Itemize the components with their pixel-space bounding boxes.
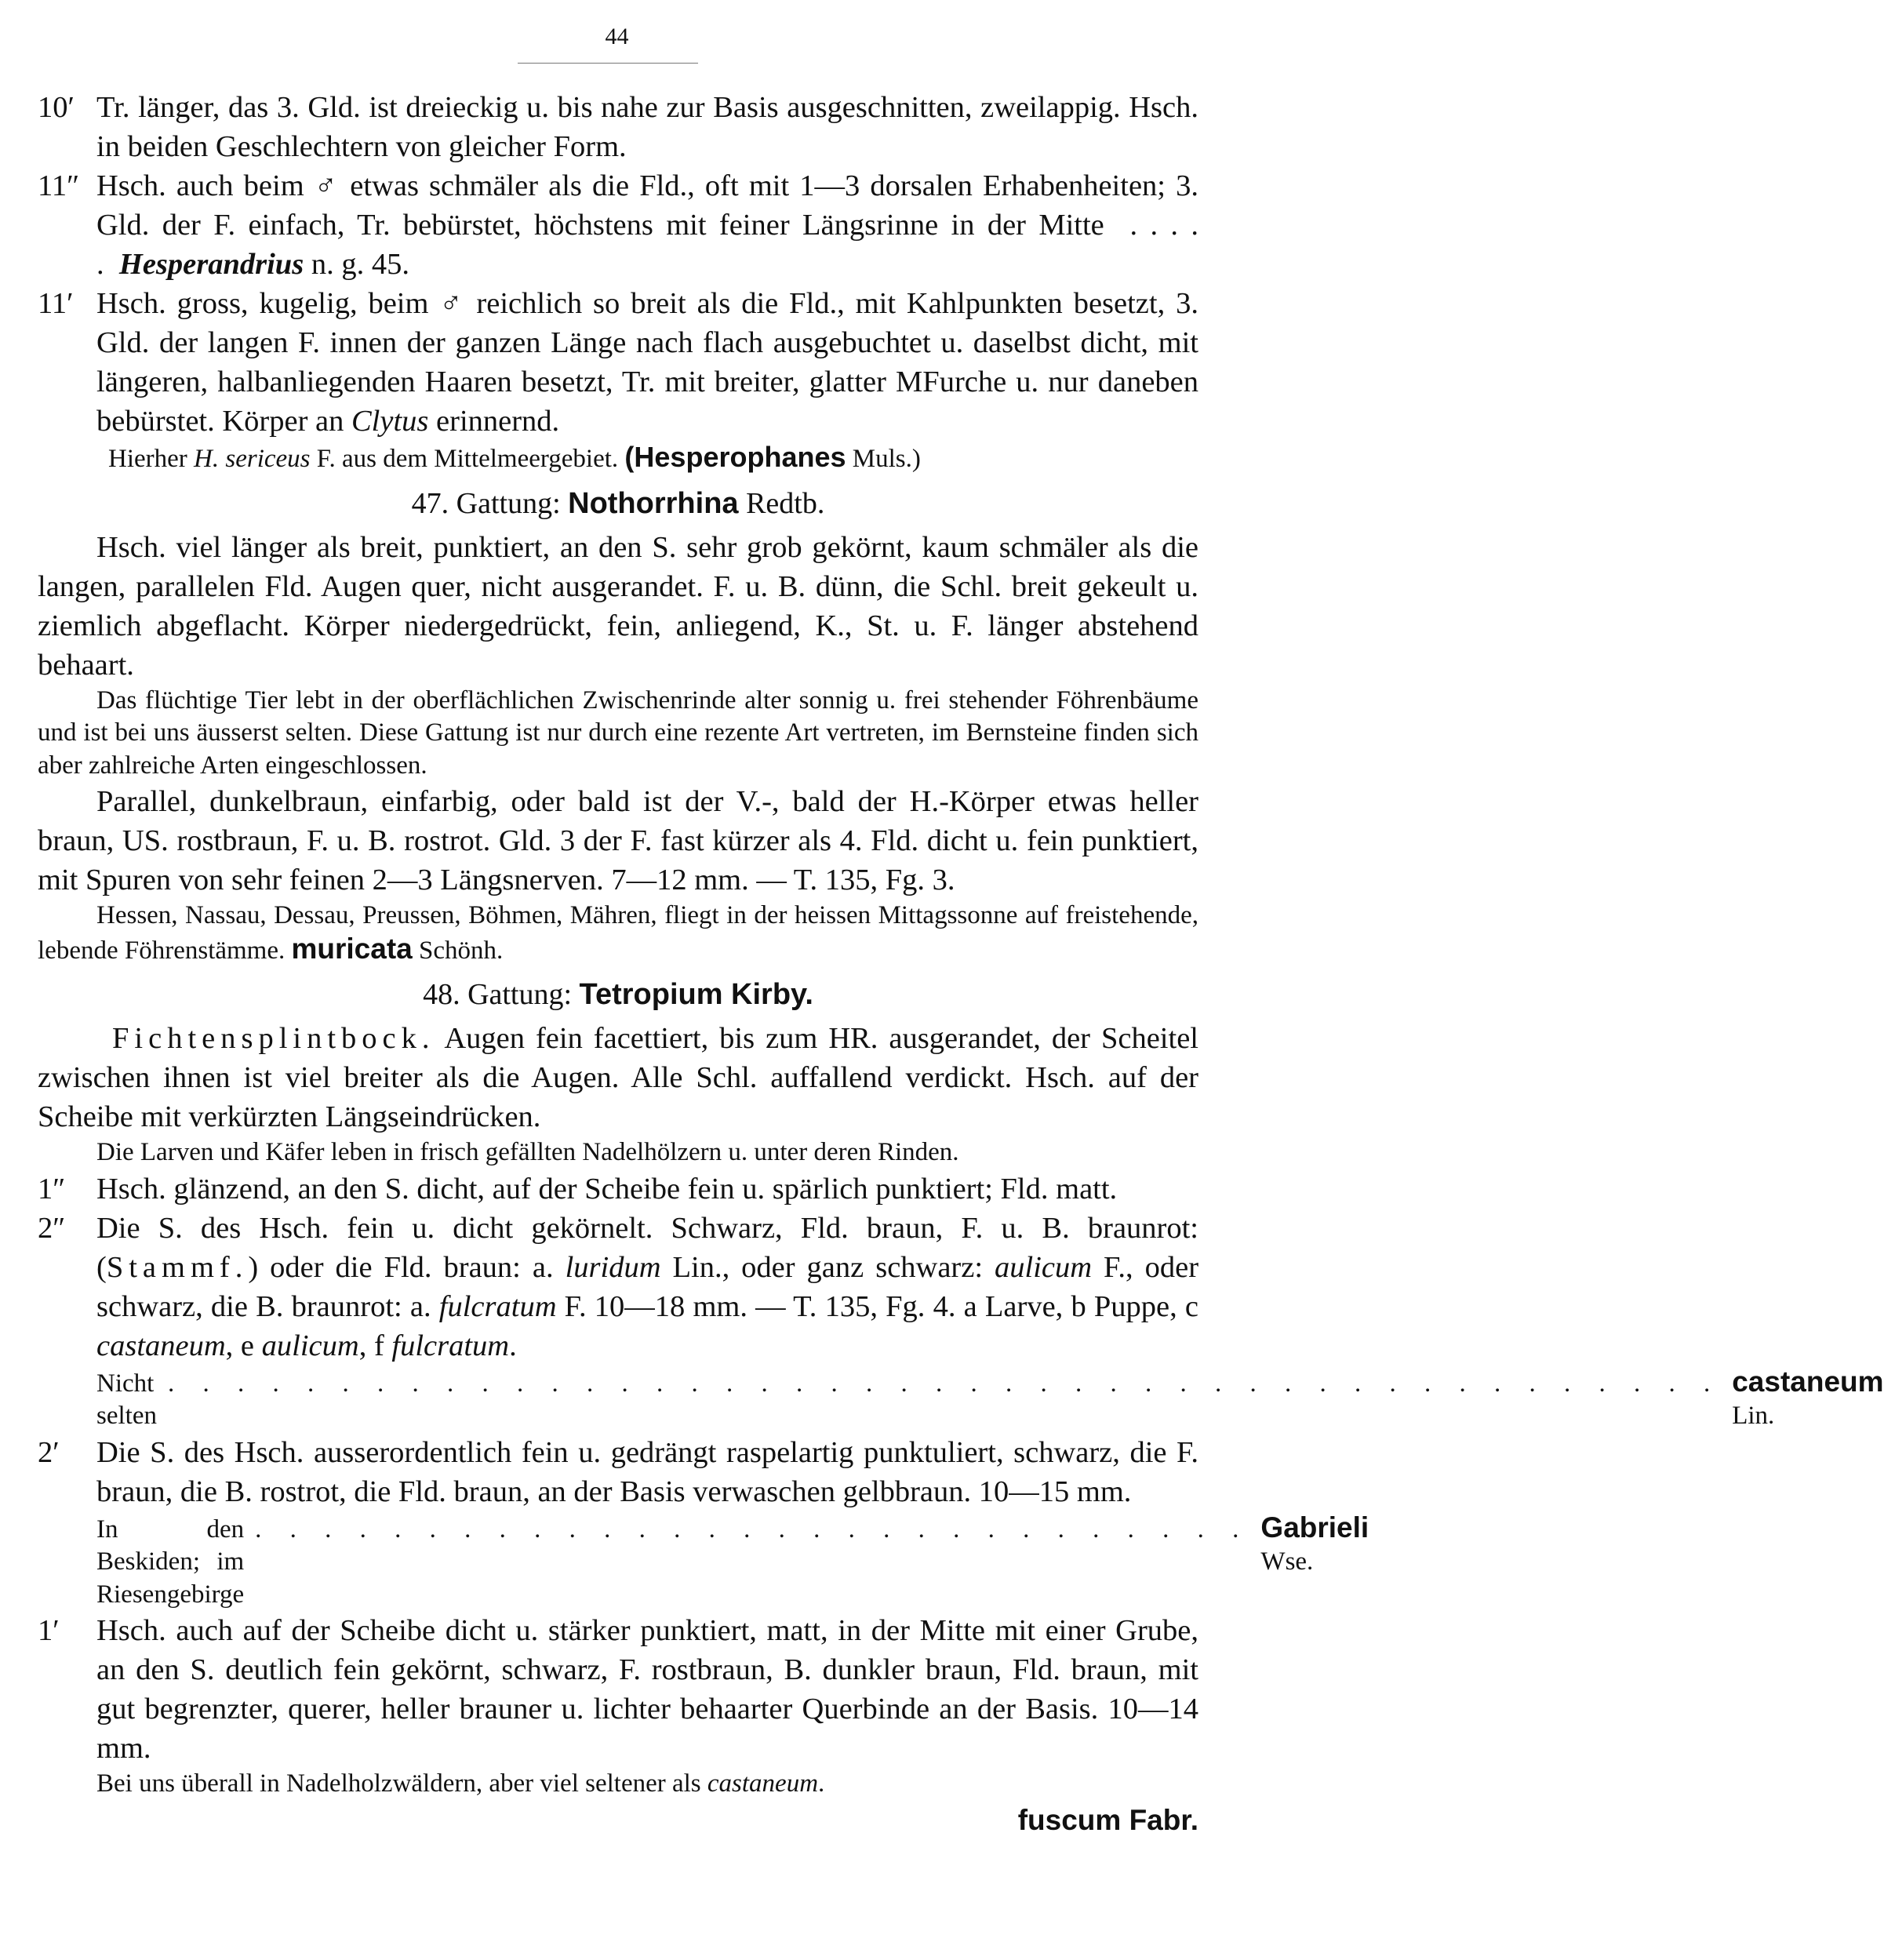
- species-name: Gabrieli: [1260, 1511, 1369, 1544]
- key-number: 11′: [38, 287, 74, 320]
- genus-47-description: Hsch. viel länger als breit, punktiert, an den S. sehr grob gekörnt, kaum schmäler als die langen, parallelen Fld. Augen quer, nicht ausgerandet. F. u. B. dünn, die Schl. breit gekeult u. ziemlich abgeflacht. Körper niedergedrückt, fein, anliegend, K., St. u. F. länger abstehend behaart.: [38, 530, 1198, 682]
- key-couplet-1a: [38, 1169, 1198, 1209]
- species-fuscum-locality: [38, 1768, 1198, 1801]
- note-text-b: F. aus dem Mittelmeergebiet.: [316, 445, 619, 473]
- description-text: Augen fein facettiert, bis zum HR. ausgerandet, der Scheitel zwischen ihnen ist viel breiter als die Augen. Alle Schl. auffallend verdickt. Hsch. auf der Scheibe mit verkürzten Längseindrücken.: [38, 1022, 1198, 1133]
- genus-47-note: Das flüchtige Tier lebt in der oberflächlichen Zwischenrinde alter sonnig u. frei stehender Föhrenbäume und ist bei uns äusserst selten. Diese Gattung ist nur durch eine rezente Art vertreten, im Bernsteine finden sich aber zahlreiche Arten eingeschlossen.: [38, 685, 1198, 780]
- genus-heading-47: [38, 482, 1198, 525]
- key-text: ) oder die Fld. braun: a.: [248, 1250, 554, 1284]
- locality-text: Bei uns überall in Nadelholzwäldern, aber viel seltener als: [96, 1769, 701, 1798]
- aberration-name: fulcratum: [438, 1289, 557, 1323]
- genus-ref: n. g. 45.: [311, 248, 409, 281]
- header-rule: [518, 63, 698, 64]
- locality-text: In den Beskiden; im Riesengebirge: [96, 1515, 245, 1609]
- species-italic: castaneum: [707, 1769, 819, 1798]
- species-muricata-locality: [38, 900, 1198, 967]
- key-couplet-10b: [38, 88, 1198, 166]
- page-number: 44: [605, 24, 629, 49]
- aberration-name: fulcratum: [391, 1329, 510, 1362]
- key-couplet-2a: [38, 1209, 1198, 1365]
- key-couplet-11b: [38, 284, 1198, 441]
- key-number: 2″: [38, 1211, 66, 1245]
- genus-48-description: [38, 1019, 1198, 1136]
- key-text: Die S. des Hsch. fein u. dicht gekörnelt. Schwarz, Fld. braun, F. u. B. braunrot: (: [96, 1211, 1198, 1284]
- key-text: F. 10—18 mm. — T. 135, Fg. 4. a Larve, b Puppe, c: [564, 1289, 1199, 1323]
- key-number: 1′: [38, 1614, 60, 1647]
- aberration-name: luridum: [565, 1250, 661, 1284]
- species-label: [1260, 1511, 1369, 1579]
- genus-reference: (Hesperophanes: [624, 441, 846, 473]
- genus-heading-prefix: 48. Gattung:: [423, 978, 573, 1011]
- genus-48-note: Die Larven und Käfer leben in frisch gefällten Nadelhölzern u. unter deren Rinden.: [96, 1138, 959, 1166]
- species-muricata-description: Parallel, dunkelbraun, einfarbig, oder bald ist der V.-, bald der H.-Körper etwas heller braun, US. rostbraun, F. u. B. rostrot. Gld. 3 der F. fast kürzer als 4. Fld. dicht u. fein punktiert, mit Spuren von sehr feinen 2—3 Längsnerven. 7—12 mm. — T. 135, Fg. 3.: [38, 785, 1198, 896]
- species-author: Schönh.: [418, 936, 504, 965]
- hierher-note: [49, 441, 1198, 476]
- leader-dots: . . . . . . . . . . . . . . . . . . . . . . . . . . . . .: [255, 1515, 1250, 1544]
- key-number: 1″: [38, 1172, 66, 1205]
- key-text: Hsch. glänzend, an den S. dicht, auf der Scheibe fein u. spärlich punktiert; Fld. matt.: [96, 1172, 1118, 1205]
- species-castaneum-line: [38, 1365, 1884, 1433]
- aberration-name: aulicum: [995, 1250, 1093, 1284]
- species-name: muricata: [291, 932, 413, 965]
- key-number: 11″: [38, 169, 80, 202]
- species-label: [1732, 1365, 1883, 1433]
- genus-italic: Clytus: [351, 405, 429, 438]
- species-author: Wse.: [1260, 1547, 1314, 1576]
- aberration-name: aulicum: [261, 1329, 359, 1362]
- key-text: Hsch. auch beim ♂ etwas schmäler als die Fld., oft mit 1—3 dorsalen Erhabenheiten; 3. Gld. der F. einfach, Tr. bebürstet, höchstens mit feiner Längsrinne in der Mitte: [96, 169, 1198, 242]
- genus-heading-prefix: 47. Gattung:: [411, 486, 561, 520]
- key-text: .: [509, 1329, 517, 1362]
- text-body: [38, 88, 1884, 1840]
- species-author: Lin.: [1732, 1402, 1775, 1430]
- key-number: 2′: [38, 1435, 60, 1469]
- species-name: castaneum: [1732, 1365, 1884, 1398]
- leader-dots: . . . . .: [96, 209, 1199, 281]
- genus-heading-author: Redtb.: [746, 486, 825, 520]
- key-text: Hsch. auch auf der Scheibe dicht u. stärker punktiert, matt, in der Mitte mit einer Grube, an den S. deutlich fein gekörnt, schwarz, F. rostbraun, B. dunkler braun, Fld. braun, mit gut begrenzter, querer, heller brauner u. lichter behaarter Querbinde an der Basis. 10—14 mm.: [96, 1614, 1198, 1765]
- stammform: Stammf.: [106, 1250, 249, 1284]
- genus-heading-48: [38, 973, 1198, 1016]
- note-text: Hierher: [108, 445, 187, 473]
- key-couplet-1b: [38, 1611, 1198, 1768]
- key-number: 10′: [38, 91, 75, 124]
- leader-dots: . . . . . . . . . . . . . . . . . . . . . . . . . . . . . . . . . . . . . . . . . . . . .: [167, 1369, 1722, 1398]
- genus-heading-name: Nothorrhina: [568, 486, 739, 520]
- key-text: F., oder schwarz, die B. braunrot: a.: [96, 1250, 1199, 1323]
- locality-text: Nicht selten: [96, 1369, 157, 1430]
- locality-text-end: .: [818, 1769, 825, 1798]
- aberration-name: castaneum: [96, 1329, 226, 1362]
- key-text: Die S. des Hsch. ausserordentlich fein u. gedrängt raspelartig punktuliert, schwarz, die F. braun, die B. rostrot, die Fld. braun, an der Basis verwaschen gelbbraun. 10—15 mm.: [96, 1435, 1198, 1508]
- key-couplet-2b: [38, 1433, 1198, 1511]
- genus-heading-name: Tetropium Kirby.: [579, 978, 813, 1011]
- genus-name: Hesperandrius: [118, 248, 304, 281]
- genus-reference-author: Muls.): [852, 445, 921, 473]
- species-italic: H. sericeus: [194, 445, 311, 473]
- key-text: Lin., oder ganz schwarz:: [672, 1250, 984, 1284]
- key-text: Hsch. gross, kugelig, beim ♂ reichlich so breit als die Fld., mit Kahlpunkten besetzt, 3. Gld. der langen F. innen der ganzen Länge nach flach ausgebuchtet u. daselbst dicht, mit längeren, halbanliegenden Haaren besetzt, Tr. mit breiter, glatter MFurche u. nur daneben bebürstet. Körper an: [96, 287, 1198, 438]
- common-name: Fichtensplintbock.: [112, 1022, 435, 1055]
- key-text-end: erinnernd.: [436, 405, 560, 438]
- key-couplet-11a: [38, 166, 1198, 284]
- species-gabrieli-line: [38, 1511, 1369, 1612]
- key-text: , f: [358, 1329, 384, 1362]
- locality-text: Hessen, Nassau, Dessau, Preussen, Böhmen, Mähren, fliegt in der heissen Mittagssonne auf freistehende, lebende Föhrenstämme.: [38, 901, 1198, 965]
- key-text: Tr. länger, das 3. Gld. ist dreieckig u. bis nahe zur Basis ausgeschnitten, zweilappig. Hsch. in beiden Geschlechtern von gleicher Form.: [96, 91, 1198, 163]
- species-fuscum-name: fuscum Fabr.: [1017, 1803, 1198, 1836]
- key-text: , e: [225, 1329, 255, 1362]
